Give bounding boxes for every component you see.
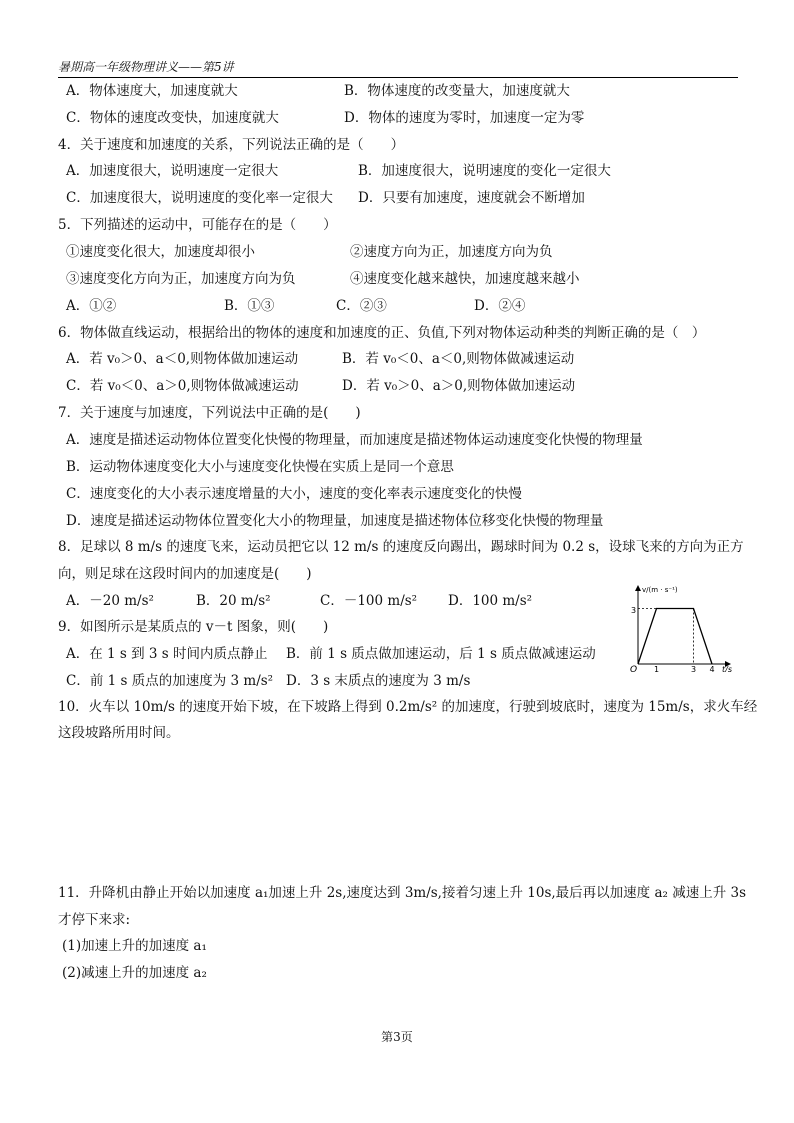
q8-stem-line1: 8．足球以 8 m/s 的速度飞来，运动员把它以 12 m/s 的速度反向踢出，踢球时间为 0.2 s，设球飞来的方向为正方 bbox=[58, 539, 744, 555]
vt-series-line bbox=[638, 609, 712, 665]
q6-stem: 6．物体做直线运动，根据给出的物体的速度和加速度的正、负值,下列对物体运动种类的判断正确的是（ ） bbox=[58, 325, 706, 341]
y-axis-label: v/(m · s⁻¹) bbox=[642, 586, 678, 594]
q11-line2: 才停下来求: bbox=[58, 912, 131, 928]
x-tick-4: 4 bbox=[709, 665, 715, 672]
q7-option-b: B．运动物体速度变化大小与速度变化快慢在实质上是同一个意思 bbox=[66, 459, 454, 475]
y-tick-3: 3 bbox=[631, 606, 637, 615]
q5-stem: 5．下列描述的运动中，可能存在的是（ ） bbox=[58, 217, 337, 233]
q5-statement-1: ①速度变化很大，加速度却很小 bbox=[66, 244, 255, 260]
q8-option-a: A．－20 m/s² bbox=[66, 593, 154, 609]
q9-option-c: C．前 1 s 质点的加速度为 3 m/s² bbox=[66, 673, 274, 689]
x-tick-1: 1 bbox=[654, 665, 660, 672]
q4-option-d: D．只要有加速度，速度就会不断增加 bbox=[358, 190, 585, 206]
q3-option-b: B．物体速度的改变量大，加速度就大 bbox=[344, 83, 570, 99]
q9-option-d: D．3 s 末质点的速度为 3 m/s bbox=[286, 673, 471, 689]
q3-option-c: C．物体的速度改变快，加速度就大 bbox=[66, 110, 279, 126]
page-number: 第3页 bbox=[381, 1030, 413, 1044]
q8-stem-line2: 向，则足球在这段时间内的加速度是( ) bbox=[58, 566, 312, 582]
q5-option-d: D．②④ bbox=[474, 298, 526, 314]
q3-option-a: A．物体速度大，加速度就大 bbox=[66, 83, 238, 99]
origin-label: O bbox=[630, 665, 638, 672]
q11-part-1: (1)加速上升的加速度 a₁ bbox=[62, 938, 207, 954]
q7-option-d: D．速度是描述运动物体位置变化大小的物理量，加速度是描述物体位移变化快慢的物理量 bbox=[66, 513, 604, 529]
x-tick-3: 3 bbox=[691, 665, 697, 672]
q10-line1: 10．火车以 10m/s 的速度开始下坡，在下坡路上得到 0.2m/s² 的加速度，行驶到坡底时，速度为 15m/s，求火车经 bbox=[58, 699, 758, 715]
q4-stem: 4．关于速度和加速度的关系，下列说法正确的是（ ） bbox=[58, 137, 405, 153]
q9-option-a: A．在 1 s 到 3 s 时间内质点静止 bbox=[66, 646, 268, 662]
q9-option-b: B．前 1 s 质点做加速运动，后 1 s 质点做减速运动 bbox=[286, 646, 596, 662]
q11-part-2: (2)减速上升的加速度 a₂ bbox=[62, 965, 207, 981]
q5-statement-3: ③速度变化方向为正，加速度方向为负 bbox=[66, 271, 296, 287]
vt-graph bbox=[618, 580, 738, 672]
q7-option-c: C．速度变化的大小表示速度增量的大小，速度的变化率表示速度变化的快慢 bbox=[66, 486, 522, 502]
page-header: 暑期高一年级物理讲义——第5讲 bbox=[58, 58, 738, 78]
q6-option-b: B．若 v₀＜0、a＜0,则物体做减速运动 bbox=[342, 351, 575, 367]
x-axis-label: t/s bbox=[722, 665, 732, 672]
q4-option-c: C．加速度很大，说明速度的变化率一定很大 bbox=[66, 190, 333, 206]
q8-option-c: C．－100 m/s² bbox=[320, 593, 418, 609]
q6-option-d: D．若 v₀＞0、a＞0,则物体做加速运动 bbox=[342, 378, 576, 394]
q4-option-a: A．加速度很大，说明速度一定很大 bbox=[66, 163, 279, 179]
q6-option-c: C．若 v₀＜0、a＞0,则物体做减速运动 bbox=[66, 378, 299, 394]
q8-option-d: D．100 m/s² bbox=[448, 593, 533, 609]
q11-line1: 11．升降机由静止开始以加速度 a₁加速上升 2s,速度达到 3m/s,接着匀速上升 10s,最后再以加速度 a₂ 减速上升 3s bbox=[58, 885, 747, 901]
q5-statement-2: ②速度方向为正，加速度方向为负 bbox=[350, 244, 553, 260]
q9-stem: 9．如图所示是某质点的 v－t 图象，则( ) bbox=[58, 619, 329, 635]
q7-stem: 7．关于速度与加速度，下列说法中正确的是( ) bbox=[58, 405, 361, 421]
q5-option-c: C．②③ bbox=[336, 298, 387, 314]
q7-option-a: A．速度是描述运动物体位置变化快慢的物理量，而加速度是描述物体运动速度变化快慢的物理量 bbox=[66, 432, 643, 448]
q5-option-a: A．①② bbox=[66, 298, 117, 314]
q8-option-b: B．20 m/s² bbox=[196, 593, 271, 609]
q5-option-b: B．①③ bbox=[224, 298, 275, 314]
q5-statement-4: ④速度变化越来越快，加速度越来越小 bbox=[350, 271, 580, 287]
q4-option-b: B．加速度很大，说明速度的变化一定很大 bbox=[358, 163, 611, 179]
q10-line2: 这段坡路所用时间。 bbox=[58, 725, 180, 741]
q6-option-a: A．若 v₀＞0、a＜0,则物体做加速运动 bbox=[66, 351, 299, 367]
q3-option-d: D．物体的速度为零时，加速度一定为零 bbox=[344, 110, 585, 126]
